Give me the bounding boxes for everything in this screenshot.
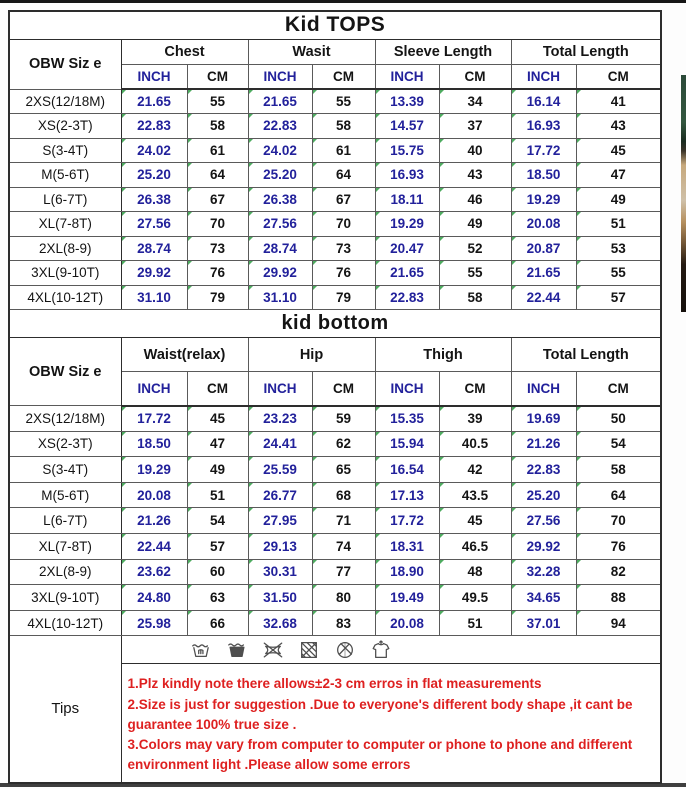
inch-value: 28.74 bbox=[121, 236, 187, 261]
cm-value: 40.5 bbox=[439, 431, 511, 457]
unit-cm: CM bbox=[439, 372, 511, 406]
inch-value: 25.20 bbox=[511, 482, 576, 508]
unit-inch: INCH bbox=[121, 64, 187, 89]
size-column-header: OBW Siz e bbox=[9, 338, 121, 406]
cm-value: 76 bbox=[576, 533, 661, 559]
cm-value: 52 bbox=[439, 236, 511, 261]
cm-value: 45 bbox=[576, 138, 661, 163]
cm-value: 45 bbox=[439, 508, 511, 534]
inch-value: 24.41 bbox=[248, 431, 312, 457]
cm-value: 54 bbox=[576, 431, 661, 457]
inch-value: 15.94 bbox=[375, 431, 439, 457]
inch-value: 22.83 bbox=[248, 114, 312, 139]
inch-value: 37.01 bbox=[511, 610, 576, 636]
wash-tub-icon bbox=[226, 639, 248, 661]
cm-value: 34 bbox=[439, 89, 511, 114]
cm-value: 63 bbox=[187, 585, 248, 611]
tops-group-row bbox=[9, 39, 661, 64]
table-row bbox=[9, 585, 661, 611]
table-row bbox=[9, 114, 661, 139]
cm-value: 45 bbox=[187, 406, 248, 432]
column-group-waist-relax: Waist(relax) bbox=[121, 338, 248, 372]
inch-value: 27.56 bbox=[511, 508, 576, 534]
inch-value: 17.72 bbox=[511, 138, 576, 163]
inch-value: 18.11 bbox=[375, 187, 439, 212]
cm-value: 73 bbox=[312, 236, 375, 261]
cm-value: 57 bbox=[576, 285, 661, 310]
unit-inch: INCH bbox=[375, 64, 439, 89]
column-group-sleeve-length: Sleeve Length bbox=[375, 39, 511, 64]
care-icons-cell bbox=[121, 636, 661, 664]
cm-value: 51 bbox=[576, 212, 661, 237]
table-row bbox=[9, 431, 661, 457]
cm-value: 43 bbox=[576, 114, 661, 139]
inch-value: 17.13 bbox=[375, 482, 439, 508]
shirt-icon bbox=[370, 639, 392, 661]
cm-value: 64 bbox=[187, 163, 248, 188]
table-row bbox=[9, 457, 661, 483]
cm-value: 76 bbox=[187, 261, 248, 286]
cm-value: 51 bbox=[439, 610, 511, 636]
size-column-header: OBW Siz e bbox=[9, 39, 121, 89]
tops-header bbox=[9, 11, 661, 89]
cm-value: 41 bbox=[576, 89, 661, 114]
cm-value: 64 bbox=[312, 163, 375, 188]
size-label: 3XL(9-10T) bbox=[9, 261, 121, 286]
inch-value: 22.44 bbox=[511, 285, 576, 310]
tip-line: 2.Size is just for suggestion .Due to everyone's different body shape ,it cant be guarantee 100% true size . bbox=[127, 696, 633, 732]
inch-value: 18.90 bbox=[375, 559, 439, 585]
cm-value: 46 bbox=[439, 187, 511, 212]
cm-value: 42 bbox=[439, 457, 511, 483]
cm-value: 50 bbox=[576, 406, 661, 432]
inch-value: 23.23 bbox=[248, 406, 312, 432]
inch-value: 18.50 bbox=[121, 431, 187, 457]
table-row bbox=[9, 406, 661, 432]
cm-value: 57 bbox=[187, 533, 248, 559]
inch-value: 14.57 bbox=[375, 114, 439, 139]
cm-value: 51 bbox=[187, 482, 248, 508]
cm-value: 62 bbox=[312, 431, 375, 457]
inch-value: 30.31 bbox=[248, 559, 312, 585]
inch-value: 20.87 bbox=[511, 236, 576, 261]
cm-value: 61 bbox=[187, 138, 248, 163]
size-label: M(5-6T) bbox=[9, 163, 121, 188]
table-row bbox=[9, 285, 661, 310]
unit-cm: CM bbox=[187, 372, 248, 406]
column-group-total-length: Total Length bbox=[511, 338, 661, 372]
inch-value: 34.65 bbox=[511, 585, 576, 611]
bottoms-title: kid bottom bbox=[9, 310, 661, 338]
column-group-chest: Chest bbox=[121, 39, 248, 64]
inch-value: 21.65 bbox=[375, 261, 439, 286]
size-label: 2XS(12/18M) bbox=[9, 406, 121, 432]
unit-cm: CM bbox=[439, 64, 511, 89]
cm-value: 67 bbox=[187, 187, 248, 212]
cm-value: 70 bbox=[576, 508, 661, 534]
kid-size-chart-table bbox=[8, 10, 662, 784]
cm-value: 55 bbox=[576, 261, 661, 286]
table-row bbox=[9, 610, 661, 636]
table-row bbox=[9, 236, 661, 261]
inch-value: 29.92 bbox=[248, 261, 312, 286]
tip-line: 1.Plz kindly note there allows±2-3 cm erros in flat measurements bbox=[127, 676, 542, 692]
cm-value: 64 bbox=[576, 482, 661, 508]
cm-value: 55 bbox=[439, 261, 511, 286]
inch-value: 31.10 bbox=[248, 285, 312, 310]
cm-value: 46.5 bbox=[439, 533, 511, 559]
size-label: L(6-7T) bbox=[9, 187, 121, 212]
inch-value: 20.08 bbox=[121, 482, 187, 508]
tops-title: Kid TOPS bbox=[9, 11, 661, 39]
inch-value: 15.35 bbox=[375, 406, 439, 432]
size-label: XL(7-8T) bbox=[9, 212, 121, 237]
inch-value: 25.20 bbox=[121, 163, 187, 188]
cm-value: 40 bbox=[439, 138, 511, 163]
inch-value: 26.77 bbox=[248, 482, 312, 508]
bottoms-group-row bbox=[9, 338, 661, 372]
size-label: 2XL(8-9) bbox=[9, 236, 121, 261]
cm-value: 66 bbox=[187, 610, 248, 636]
inch-value: 29.92 bbox=[511, 533, 576, 559]
cm-value: 68 bbox=[312, 482, 375, 508]
unit-inch: INCH bbox=[511, 64, 576, 89]
inch-value: 23.62 bbox=[121, 559, 187, 585]
inch-value: 16.93 bbox=[375, 163, 439, 188]
cm-value: 70 bbox=[312, 212, 375, 237]
inch-value: 24.02 bbox=[121, 138, 187, 163]
tips-text-cell bbox=[121, 664, 661, 783]
inch-value: 27.56 bbox=[121, 212, 187, 237]
cm-value: 71 bbox=[312, 508, 375, 534]
inch-value: 22.44 bbox=[121, 533, 187, 559]
inch-value: 21.65 bbox=[121, 89, 187, 114]
table-row bbox=[9, 482, 661, 508]
size-label: 4XL(10-12T) bbox=[9, 285, 121, 310]
inch-value: 19.29 bbox=[511, 187, 576, 212]
cm-value: 39 bbox=[439, 406, 511, 432]
inch-value: 26.38 bbox=[121, 187, 187, 212]
cm-value: 49 bbox=[576, 187, 661, 212]
inch-value: 13.39 bbox=[375, 89, 439, 114]
inch-value: 27.56 bbox=[248, 212, 312, 237]
cm-value: 79 bbox=[187, 285, 248, 310]
inch-value: 24.80 bbox=[121, 585, 187, 611]
inch-value: 21.65 bbox=[248, 89, 312, 114]
column-group-thigh: Thigh bbox=[375, 338, 511, 372]
table-row bbox=[9, 533, 661, 559]
inch-value: 16.54 bbox=[375, 457, 439, 483]
inch-value: 17.72 bbox=[375, 508, 439, 534]
hand-wash-icon bbox=[190, 639, 212, 661]
inch-value: 29.92 bbox=[121, 261, 187, 286]
unit-cm: CM bbox=[312, 64, 375, 89]
inch-value: 19.29 bbox=[375, 212, 439, 237]
size-label: 2XS(12/18M) bbox=[9, 89, 121, 114]
size-label: 2XL(8-9) bbox=[9, 559, 121, 585]
bottoms-header bbox=[9, 310, 661, 338]
cm-value: 58 bbox=[187, 114, 248, 139]
bottom-border-line bbox=[0, 783, 686, 787]
inch-value: 16.93 bbox=[511, 114, 576, 139]
cm-value: 58 bbox=[312, 114, 375, 139]
tops-title-row bbox=[9, 11, 661, 39]
size-label: XS(2-3T) bbox=[9, 431, 121, 457]
top-border-line bbox=[0, 0, 686, 3]
tips-section bbox=[9, 636, 661, 783]
unit-cm: CM bbox=[312, 372, 375, 406]
cm-value: 67 bbox=[312, 187, 375, 212]
cm-value: 58 bbox=[439, 285, 511, 310]
cm-value: 82 bbox=[576, 559, 661, 585]
table-row bbox=[9, 187, 661, 212]
column-group-hip: Hip bbox=[248, 338, 375, 372]
table-row bbox=[9, 261, 661, 286]
tips-label: Tips bbox=[9, 636, 121, 783]
inch-value: 21.65 bbox=[511, 261, 576, 286]
table-row bbox=[9, 89, 661, 114]
tops-body bbox=[9, 89, 661, 310]
inch-value: 19.69 bbox=[511, 406, 576, 432]
size-label: XS(2-3T) bbox=[9, 114, 121, 139]
cm-value: 65 bbox=[312, 457, 375, 483]
inch-value: 26.38 bbox=[248, 187, 312, 212]
size-label: 4XL(10-12T) bbox=[9, 610, 121, 636]
inch-value: 31.50 bbox=[248, 585, 312, 611]
cm-value: 88 bbox=[576, 585, 661, 611]
size-label: S(3-4T) bbox=[9, 457, 121, 483]
inch-value: 22.83 bbox=[375, 285, 439, 310]
unit-cm: CM bbox=[187, 64, 248, 89]
cm-value: 47 bbox=[187, 431, 248, 457]
table-row bbox=[9, 559, 661, 585]
unit-inch: INCH bbox=[248, 64, 312, 89]
inch-value: 25.59 bbox=[248, 457, 312, 483]
do-not-dry-clean-icon bbox=[334, 639, 356, 661]
table-row bbox=[9, 163, 661, 188]
inch-value: 18.31 bbox=[375, 533, 439, 559]
cm-value: 70 bbox=[187, 212, 248, 237]
bottoms-body bbox=[9, 406, 661, 636]
cm-value: 54 bbox=[187, 508, 248, 534]
cm-value: 60 bbox=[187, 559, 248, 585]
size-label: XL(7-8T) bbox=[9, 533, 121, 559]
inch-value: 24.02 bbox=[248, 138, 312, 163]
table-row bbox=[9, 508, 661, 534]
cm-value: 49.5 bbox=[439, 585, 511, 611]
inch-value: 21.26 bbox=[121, 508, 187, 534]
inch-value: 15.75 bbox=[375, 138, 439, 163]
unit-cm: CM bbox=[576, 64, 661, 89]
size-label: M(5-6T) bbox=[9, 482, 121, 508]
cm-value: 59 bbox=[312, 406, 375, 432]
inch-value: 25.20 bbox=[248, 163, 312, 188]
inch-value: 31.10 bbox=[121, 285, 187, 310]
inch-value: 20.47 bbox=[375, 236, 439, 261]
care-icons-strip bbox=[122, 639, 661, 661]
bottoms-title-row bbox=[9, 310, 661, 338]
size-label: S(3-4T) bbox=[9, 138, 121, 163]
photo-edge-strip bbox=[681, 75, 686, 312]
tip-line: 3.Colors may vary from computer to computer or phone to phone and different environment light .Please allow some errors bbox=[127, 737, 633, 773]
cm-value: 79 bbox=[312, 285, 375, 310]
cm-value: 61 bbox=[312, 138, 375, 163]
cm-value: 43.5 bbox=[439, 482, 511, 508]
cm-value: 49 bbox=[439, 212, 511, 237]
cm-value: 76 bbox=[312, 261, 375, 286]
table-row bbox=[9, 212, 661, 237]
inch-value: 18.50 bbox=[511, 163, 576, 188]
inch-value: 32.28 bbox=[511, 559, 576, 585]
size-label: 3XL(9-10T) bbox=[9, 585, 121, 611]
cm-value: 77 bbox=[312, 559, 375, 585]
column-group-waist: Wasit bbox=[248, 39, 375, 64]
cm-value: 48 bbox=[439, 559, 511, 585]
column-group-total-length: Total Length bbox=[511, 39, 661, 64]
cm-value: 37 bbox=[439, 114, 511, 139]
cm-value: 49 bbox=[187, 457, 248, 483]
inch-value: 20.08 bbox=[375, 610, 439, 636]
cm-value: 58 bbox=[576, 457, 661, 483]
cm-value: 73 bbox=[187, 236, 248, 261]
table-row bbox=[9, 138, 661, 163]
cm-value: 80 bbox=[312, 585, 375, 611]
care-icons-row bbox=[9, 636, 661, 664]
inch-value: 28.74 bbox=[248, 236, 312, 261]
inch-value: 17.72 bbox=[121, 406, 187, 432]
unit-inch: INCH bbox=[121, 372, 187, 406]
size-label: L(6-7T) bbox=[9, 508, 121, 534]
do-not-wring-icon bbox=[262, 639, 284, 661]
inch-value: 19.49 bbox=[375, 585, 439, 611]
inch-value: 22.83 bbox=[511, 457, 576, 483]
inch-value: 27.95 bbox=[248, 508, 312, 534]
unit-inch: INCH bbox=[511, 372, 576, 406]
unit-cm: CM bbox=[576, 372, 661, 406]
inch-value: 29.13 bbox=[248, 533, 312, 559]
inch-value: 25.98 bbox=[121, 610, 187, 636]
inch-value: 22.83 bbox=[121, 114, 187, 139]
cm-value: 43 bbox=[439, 163, 511, 188]
inch-value: 21.26 bbox=[511, 431, 576, 457]
inch-value: 19.29 bbox=[121, 457, 187, 483]
cm-value: 55 bbox=[312, 89, 375, 114]
inch-value: 16.14 bbox=[511, 89, 576, 114]
cm-value: 53 bbox=[576, 236, 661, 261]
cm-value: 55 bbox=[187, 89, 248, 114]
cm-value: 74 bbox=[312, 533, 375, 559]
unit-inch: INCH bbox=[375, 372, 439, 406]
inch-value: 32.68 bbox=[248, 610, 312, 636]
do-not-tumble-dry-icon bbox=[298, 639, 320, 661]
cm-value: 94 bbox=[576, 610, 661, 636]
inch-value: 20.08 bbox=[511, 212, 576, 237]
unit-inch: INCH bbox=[248, 372, 312, 406]
cm-value: 83 bbox=[312, 610, 375, 636]
cm-value: 47 bbox=[576, 163, 661, 188]
